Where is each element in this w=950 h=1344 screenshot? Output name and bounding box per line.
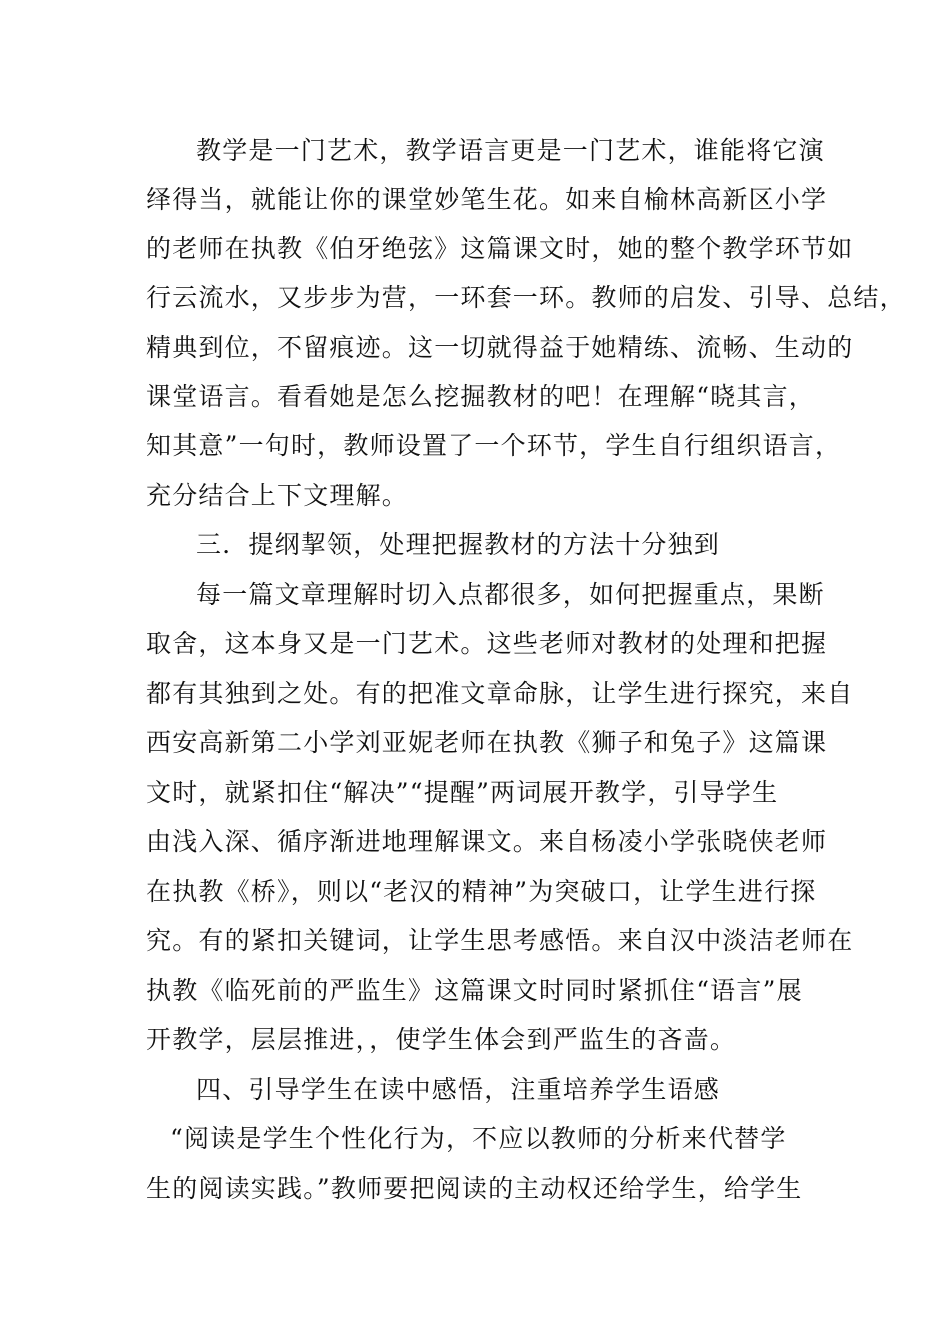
section-heading: 三．提纲挈领，处理把握教材的方法十分独到: [196, 530, 721, 559]
paragraph-line: 都有其独到之处。有的把准文章命脉，让学生进行探究，来自: [146, 679, 854, 708]
paragraph-line: 执教《临死前的严监生》这篇课文时同时紧抓住“语言”展: [146, 976, 803, 1005]
paragraph-line: 充分结合上下文理解。: [146, 481, 409, 510]
paragraph-line: 精典到位，不留痕迹。这一切就得益于她精练、流畅、生动的: [146, 333, 854, 362]
paragraph-line: 取舍，这本身又是一门艺术。这些老师对教材的处理和把握: [146, 629, 828, 658]
paragraph-line: “阅读是学生个性化行为，不应以教师的分析来代替学: [170, 1124, 787, 1153]
paragraph-line: 在执教《桥》，则以“老汉的精神”为突破口，让学生进行探: [146, 877, 817, 906]
paragraph-line: 的老师在执教《伯牙绝弦》这篇课文时，她的整个教学环节如: [146, 234, 854, 263]
paragraph-line: 课堂语言。看看她是怎么挖掘教材的吧！在理解“晓其言，: [146, 382, 815, 411]
paragraph-line: 文时，就紧扣住“解决”“提醒”两词展开教学，引导学生: [146, 778, 779, 807]
paragraph-line: 开教学，层层推进，，使学生体会到严监生的吝啬。: [146, 1025, 737, 1054]
paragraph-line: 知其意”一句时，教师设置了一个环节，学生自行组织语言，: [146, 431, 842, 460]
paragraph-line: 教学是一门艺术，教学语言更是一门艺术，谁能将它演: [196, 136, 825, 165]
section-heading: 四、引导学生在读中感悟，注重培养学生语感: [196, 1075, 721, 1104]
paragraph-line: 西安高新第二小学刘亚妮老师在执教《狮子和兔子》这篇课: [146, 728, 828, 757]
paragraph-line: 每一篇文章理解时切入点都很多，如何把握重点，果断: [196, 580, 825, 609]
paragraph-line: 究。有的紧扣关键词，让学生思考感悟。来自汉中淡洁老师在: [146, 926, 854, 955]
paragraph-line: 绎得当，就能让你的课堂妙笔生花。如来自榆林高新区小学: [146, 185, 828, 214]
paragraph-line: 生的阅读实践。”教师要把阅读的主动权还给学生，给学生: [146, 1174, 803, 1203]
paragraph-line: 由浅入深、循序渐进地理解课文。来自杨凌小学张晓侠老师: [146, 827, 828, 856]
paragraph-line: 行云流水，又步步为营，一环套一环。教师的启发、引导、总结，: [146, 283, 906, 312]
